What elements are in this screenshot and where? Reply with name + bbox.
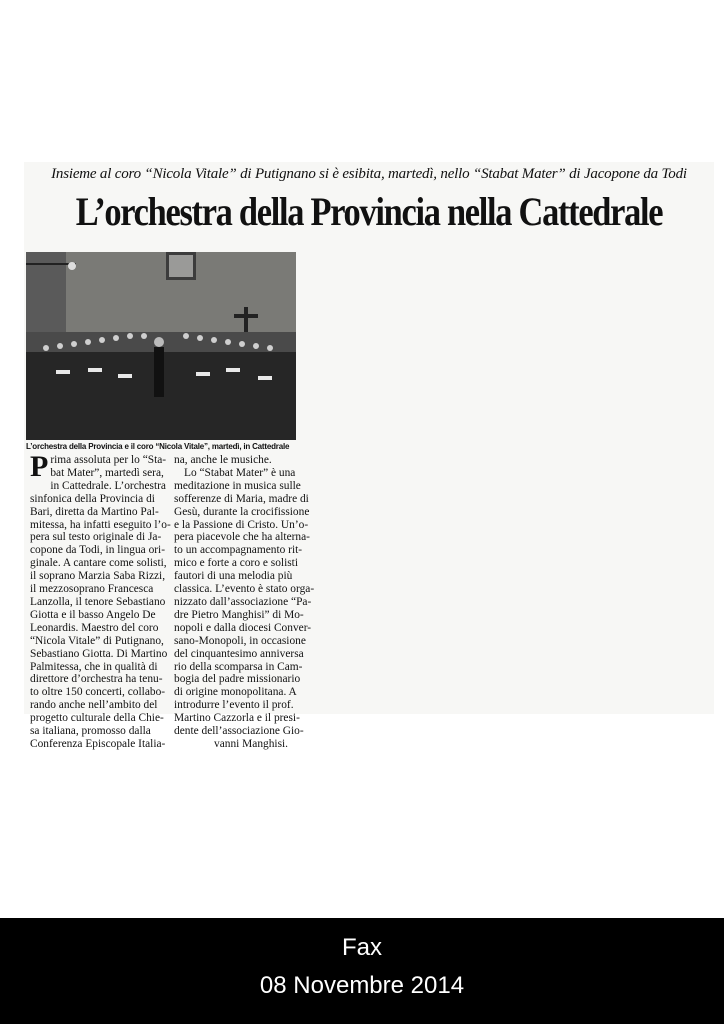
article-line: na, anche le musiche. xyxy=(174,454,272,466)
article-line: in Cattedrale. L’orchestra xyxy=(50,479,166,492)
article-line: Palmitessa, che in qualità di xyxy=(30,660,158,673)
newspaper-clipping xyxy=(24,162,714,750)
article-line: dre Pietro Manghisi” di Mo- xyxy=(174,608,304,621)
article-line: del cinquantesimo anniversa xyxy=(174,647,304,660)
article-line: vanni Manghisi. xyxy=(214,737,289,750)
article-line: bat Mater”, martedì sera, xyxy=(50,466,164,479)
article-line: mico e forte a coro e solisti xyxy=(174,557,298,570)
article-line: to un accompagnamento rit- xyxy=(174,544,303,557)
publication-date: 08 Novembre 2014 xyxy=(259,972,465,999)
article-line: rio della scomparsa in Cam- xyxy=(174,660,303,673)
article-line: introdurre l’evento il prof. xyxy=(174,699,294,712)
article-line: pera sul testo originale di Ja- xyxy=(30,531,162,544)
article-line: meditazione in musica sulle xyxy=(174,479,301,492)
article-line: nopoli e dalla diocesi Conver- xyxy=(174,621,312,634)
article-line: rando anche nell’ambito del xyxy=(30,699,158,712)
article-line: sofferenze di Maria, madre di xyxy=(174,492,309,505)
footer-bar xyxy=(0,918,724,1024)
article-line: Giotta e il basso Angelo De xyxy=(30,608,156,621)
article-line: Martino Cazzorla e il presi- xyxy=(174,712,300,725)
article-line: rima assoluta per lo “Sta- xyxy=(50,454,167,466)
article-line: pera piacevole che ha alterna- xyxy=(174,531,310,544)
article-line: Bari, diretta da Martino Pal- xyxy=(30,505,159,518)
article-line: sano-Monopoli, in occasione xyxy=(174,634,306,647)
article-line: fautori di una melodia più xyxy=(174,570,293,583)
article-line: bogia del padre missionario xyxy=(174,673,301,686)
article-line: classica. L’evento è stato orga- xyxy=(174,583,315,596)
article-line: Leonardis. Maestro del coro xyxy=(30,621,159,634)
article-line: Gesù, durante la crocifissione xyxy=(174,505,310,518)
article-line: progetto culturale della Chie- xyxy=(30,712,164,725)
article-line: direttore d’orchestra ha tenu- xyxy=(30,673,163,686)
article-headline: L’orchestra della Provincia nella Cattedrale xyxy=(75,189,663,234)
article-line: ginale. A cantare come solisti, xyxy=(30,557,167,570)
article-line: copone da Todi, in lingua ori- xyxy=(30,544,166,557)
article-line: sa italiana, promosso dalla xyxy=(30,725,151,738)
photo-caption: L’orchestra della Provincia e il coro “Nicola Vitale”, martedì, in Cattedrale xyxy=(26,442,290,451)
article-line: mitessa, ha infatti eseguito l’o- xyxy=(30,518,171,531)
article-line: nizzato dall’associazione “Pa- xyxy=(174,595,312,608)
article-line: il mezzosoprano Francesca xyxy=(30,583,154,596)
article-line: Sebastiano Giotta. Di Martino xyxy=(30,647,168,660)
article-column-1 xyxy=(30,450,171,751)
article-line: sinfonica della Provincia di xyxy=(30,492,155,505)
article-column-2 xyxy=(174,454,315,751)
article-line: Lanzolla, il tenore Sebastiano xyxy=(30,595,166,608)
article-line: “Nicola Vitale” di Putignano, xyxy=(30,634,164,647)
article-kicker: Insieme al coro “Nicola Vitale” di Putignano si è esibita, martedì, nello “Stabat Mater” di Jacopone da Todi xyxy=(51,166,687,182)
article-line: Lo “Stabat Mater” è una xyxy=(184,466,296,479)
article-line: to oltre 150 concerti, collabo- xyxy=(30,686,166,699)
article-line: Conferenza Episcopale Italia- xyxy=(30,737,166,750)
article-line: il soprano Marzia Saba Rizzi, xyxy=(30,570,166,583)
article-line: e la Passione di Cristo. Un’o- xyxy=(174,518,309,531)
article-dropcap: P xyxy=(30,450,49,483)
source-name: Fax xyxy=(341,934,382,961)
article-line: di origine monopolitana. A xyxy=(174,686,297,699)
article-photo xyxy=(26,252,296,440)
article-line: dente dell’associazione Gio- xyxy=(174,725,304,738)
